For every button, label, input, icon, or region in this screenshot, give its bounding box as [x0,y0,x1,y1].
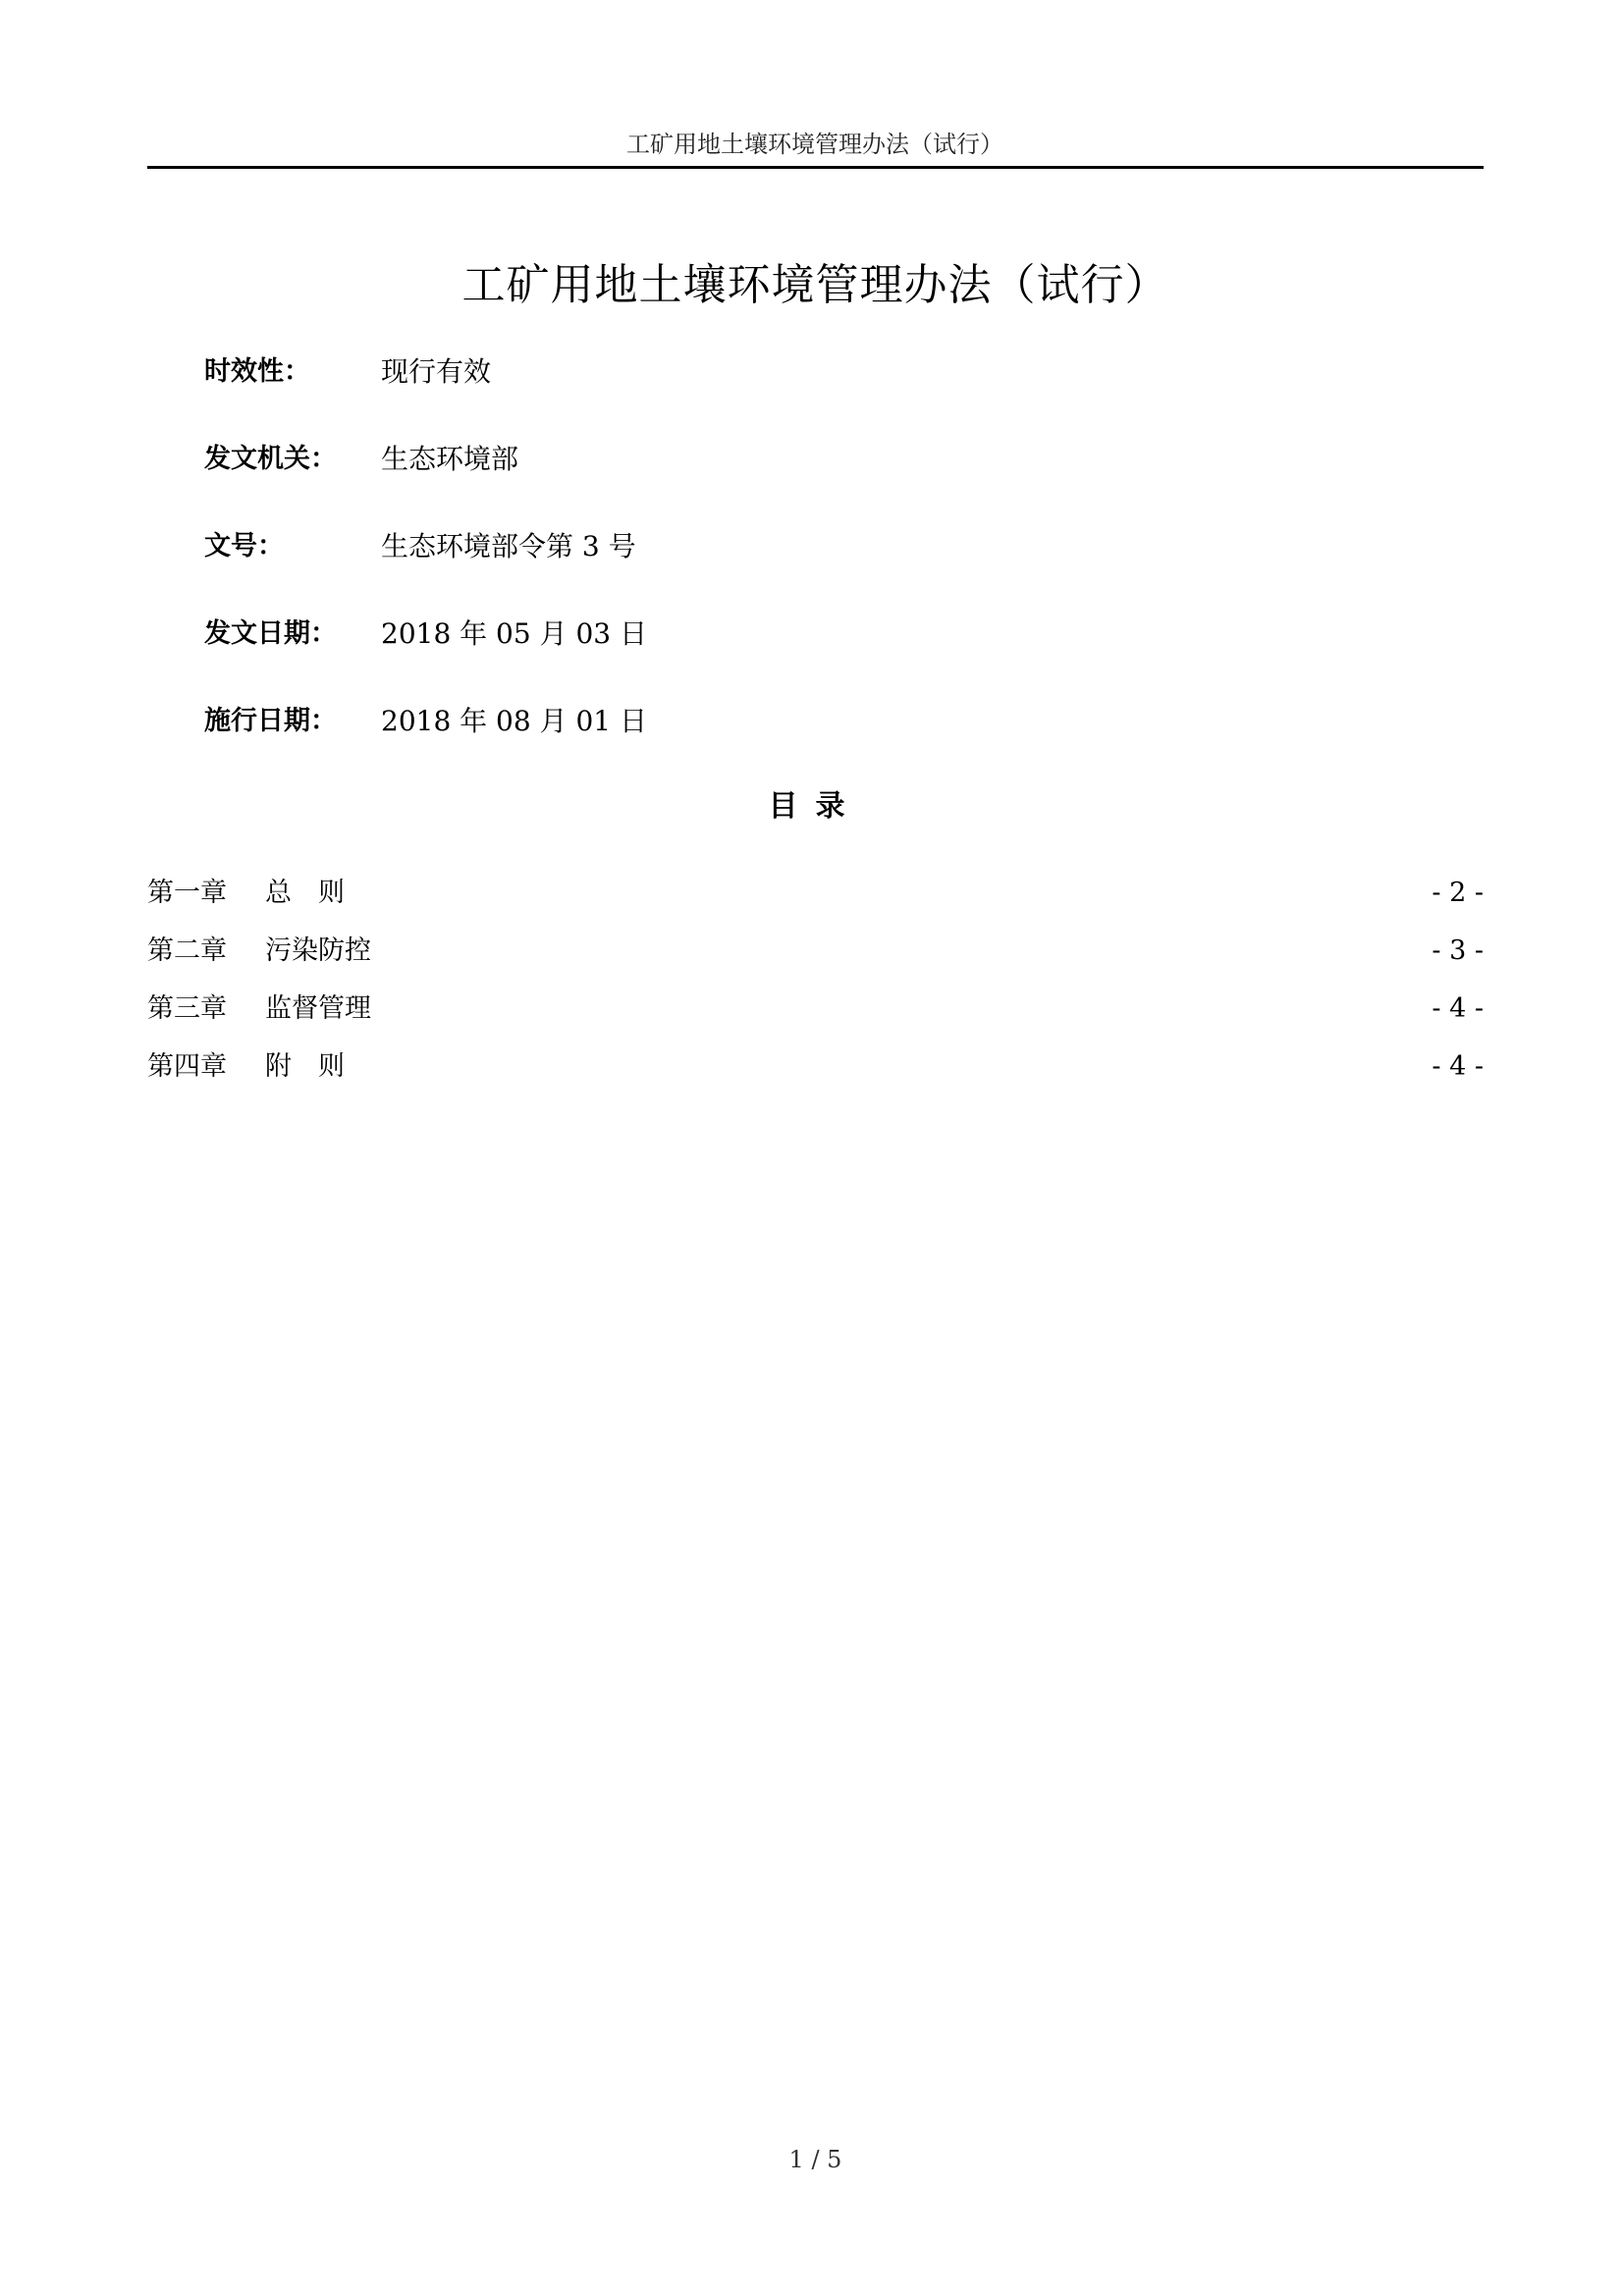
toc-page-number: - 4 - [1432,1051,1484,1082]
meta-row-issue-date [204,611,1284,698]
document-metadata [204,348,1284,785]
toc-item-chapter-4[interactable] [147,1045,1484,1103]
toc-chapter-number: 第一章 [147,878,227,908]
meta-value: 生态环境部令第 3 号 [381,530,636,562]
meta-row-issuer [204,436,1284,523]
meta-label: 时效性： [204,356,310,387]
document-title: 工矿用地土壤环境管理办法（试行） [461,260,1169,311]
table-of-contents [147,872,1484,1103]
meta-row-document-number [204,523,1284,611]
toc-item-chapter-3[interactable] [147,988,1484,1045]
header-divider [147,166,1484,169]
meta-value: 现行有效 [381,355,492,388]
toc-chapter-name: 总 则 [265,878,345,908]
meta-row-effective-date [204,698,1284,785]
page-number-indicator: 1 / 5 [788,2146,842,2173]
toc-page-number: - 2 - [1432,878,1484,908]
meta-label: 发文机关： [204,444,337,474]
toc-item-chapter-1[interactable] [147,872,1484,930]
toc-chapter-name: 监督管理 [265,993,371,1024]
meta-value: 2018 年 05 月 03 日 [381,617,648,650]
toc-chapter-number: 第二章 [147,935,227,966]
meta-value: 生态环境部 [381,443,519,475]
meta-label: 文号： [204,531,284,561]
meta-value: 2018 年 08 月 01 日 [381,705,648,737]
toc-page-number: - 3 - [1432,935,1484,966]
meta-label: 施行日期： [204,706,337,736]
meta-label: 发文日期： [204,618,337,649]
toc-page-number: - 4 - [1432,993,1484,1024]
toc-chapter-name: 污染防控 [265,935,371,966]
meta-row-validity [204,348,1284,436]
toc-title: 目录 [768,789,863,824]
toc-item-chapter-2[interactable] [147,930,1484,988]
toc-chapter-number: 第四章 [147,1051,227,1082]
toc-chapter-number: 第三章 [147,993,227,1024]
toc-chapter-name: 附 则 [265,1051,345,1082]
running-header: 工矿用地土壤环境管理办法（试行） [626,131,1003,158]
